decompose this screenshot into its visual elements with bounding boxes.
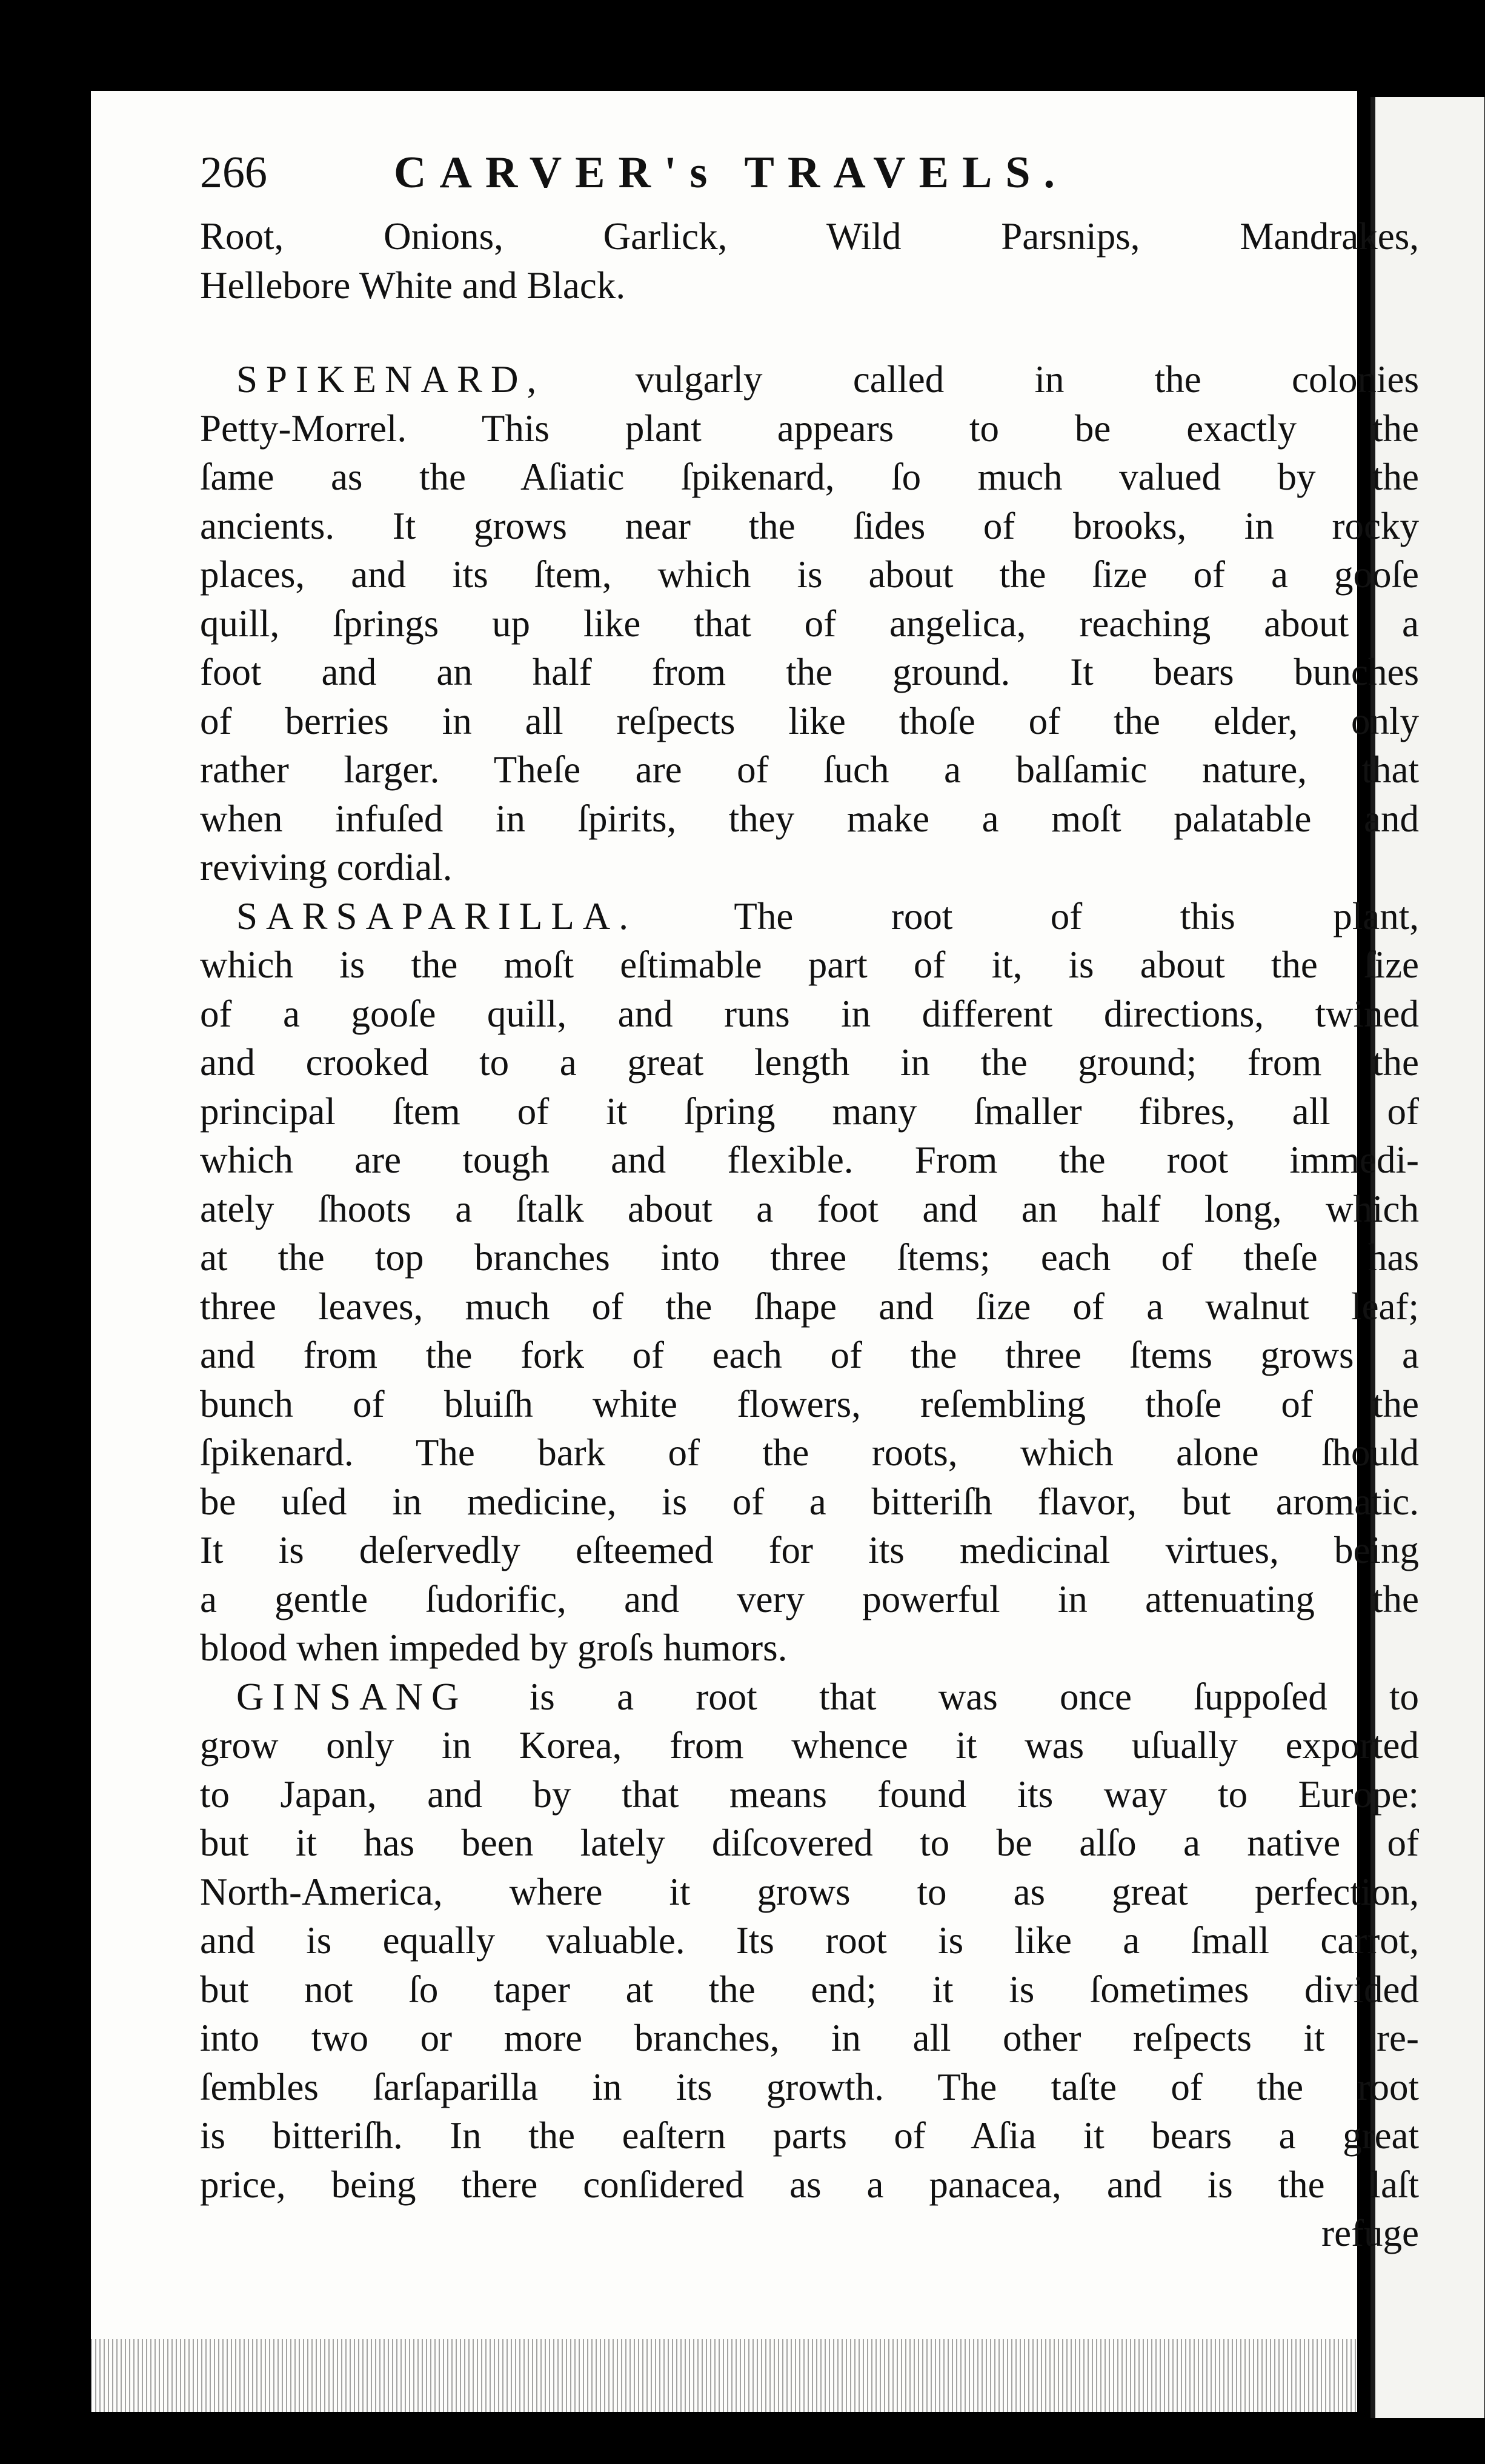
text-line: into two or more branches, in all other reſpects it re- [200, 2017, 1419, 2059]
catchword: refuge [1321, 2212, 1419, 2254]
text-line: but it has been lately diſcovered to be alſo a native of [200, 1822, 1419, 1864]
text-line: which are tough and flexible. From the root immedi- [200, 1139, 1419, 1181]
text-line: at the top branches into three ſtems; each of theſe has [200, 1236, 1419, 1279]
book-page [91, 91, 1419, 2412]
text-line: be uſed in medicine, is of a bitteriſh flavor, but aromatic. [200, 1480, 1419, 1523]
text-line: and is equally valuable. Its root is like a ſmall carrot, [200, 1919, 1419, 1962]
text-run: is a root that was once ſuppoſed to [467, 1675, 1419, 1718]
entry-heading: SPIKENARD, [236, 358, 545, 401]
text-run: vulgarly called in the colonies [545, 358, 1419, 401]
text-line: blood when impeded by groſs humors. [200, 1627, 788, 1669]
text-line: but not ſo taper at the end; it is ſometimes divided [200, 1968, 1419, 2011]
text-line: bunch of bluiſh white flowers, reſembling thoſe of the [200, 1382, 1419, 1425]
text-line: principal ſtem of it ſpring many ſmaller fibres, all of [200, 1090, 1419, 1133]
text-line: quill, ſprings up like that of angelica, reaching about a [200, 602, 1419, 645]
entry-heading: SARSAPARILLA. [236, 894, 637, 937]
text-line: to Japan, and by that means found its way to Europe: [200, 1773, 1419, 1816]
scan-edge-bottom [91, 2339, 1357, 2418]
text-line: a gentle ſudorific, and very powerful in attenuating the [200, 1577, 1419, 1620]
text-line: price, being there conſidered as a panacea, and is the laſt [200, 2163, 1419, 2206]
text-line: North-America, where it grows to as great perfection, [200, 1870, 1419, 1913]
text-line: three leaves, much of the ſhape and ſize of a walnut leaf; [200, 1285, 1419, 1328]
text-line: It is deſervedly eſteemed for its medicinal virtues, being [200, 1529, 1419, 1571]
text-line: is bitteriſh. In the eaſtern parts of Aſia it bears a great [200, 2114, 1419, 2157]
running-head [200, 145, 1260, 212]
text-line: of berries in all reſpects like thoſe of the elder, only [200, 699, 1419, 742]
text-line: foot and an half from the ground. It bears bunches [200, 651, 1419, 693]
text-line: ſpikenard. The bark of the roots, which alone ſhould [200, 1431, 1419, 1474]
running-title: CARVER's TRAVELS. [394, 148, 1068, 198]
text-line: ſame as the Aſiatic ſpikenard, ſo much valued by the [200, 456, 1419, 498]
text-line: rather larger. Theſe are of ſuch a balſamic nature, that [200, 748, 1419, 791]
text-line: places, and its ſtem, which is about the ſize of a gooſe [200, 553, 1419, 596]
intro-line: Hellebore White and Black. [200, 264, 626, 307]
text-line: which is the moſt eſtimable part of it, is about the ſize [200, 944, 1419, 986]
paragraph-ginsang [200, 1673, 1419, 2209]
paragraph-gap [200, 310, 1419, 355]
text-line: and from the fork of each of the three ſtems grows a [200, 1334, 1419, 1376]
intro-line: Root, Onions, Garlick, Wild Parsnips, Mandrakes, [200, 215, 1419, 258]
paragraph-spikenard [200, 355, 1419, 892]
text-run: The root of this plant, [637, 894, 1419, 937]
text-line: and crooked to a great length in the ground; from the [200, 1041, 1419, 1084]
text-line: Petty-Morrel. This plant appears to be exactly the [200, 407, 1419, 450]
text-line: ſembles ſarſaparilla in its growth. The taſte of the root [200, 2065, 1419, 2108]
text-line [200, 355, 1419, 404]
paragraph-sarsaparilla [200, 892, 1419, 1673]
text-line: of a gooſe quill, and runs in different directions, twined [200, 992, 1419, 1035]
entry-heading: GINSANG [236, 1675, 468, 1718]
body-text [200, 212, 1419, 2258]
text-line: ancients. It grows near the ſides of brooks, in rocky [200, 504, 1419, 547]
text-line: when infuſed in ſpirits, they make a moſt palatable and [200, 797, 1419, 840]
text-line: reviving cordial. [200, 846, 453, 888]
page-number: 266 [200, 148, 267, 198]
text-line: grow only in Korea, from whence it was uſually exported [200, 1724, 1419, 1766]
text-line [200, 1673, 1419, 1722]
text-line [200, 892, 1419, 941]
text-line: ately ſhoots a ſtalk about a foot and an half long, which [200, 1187, 1419, 1230]
